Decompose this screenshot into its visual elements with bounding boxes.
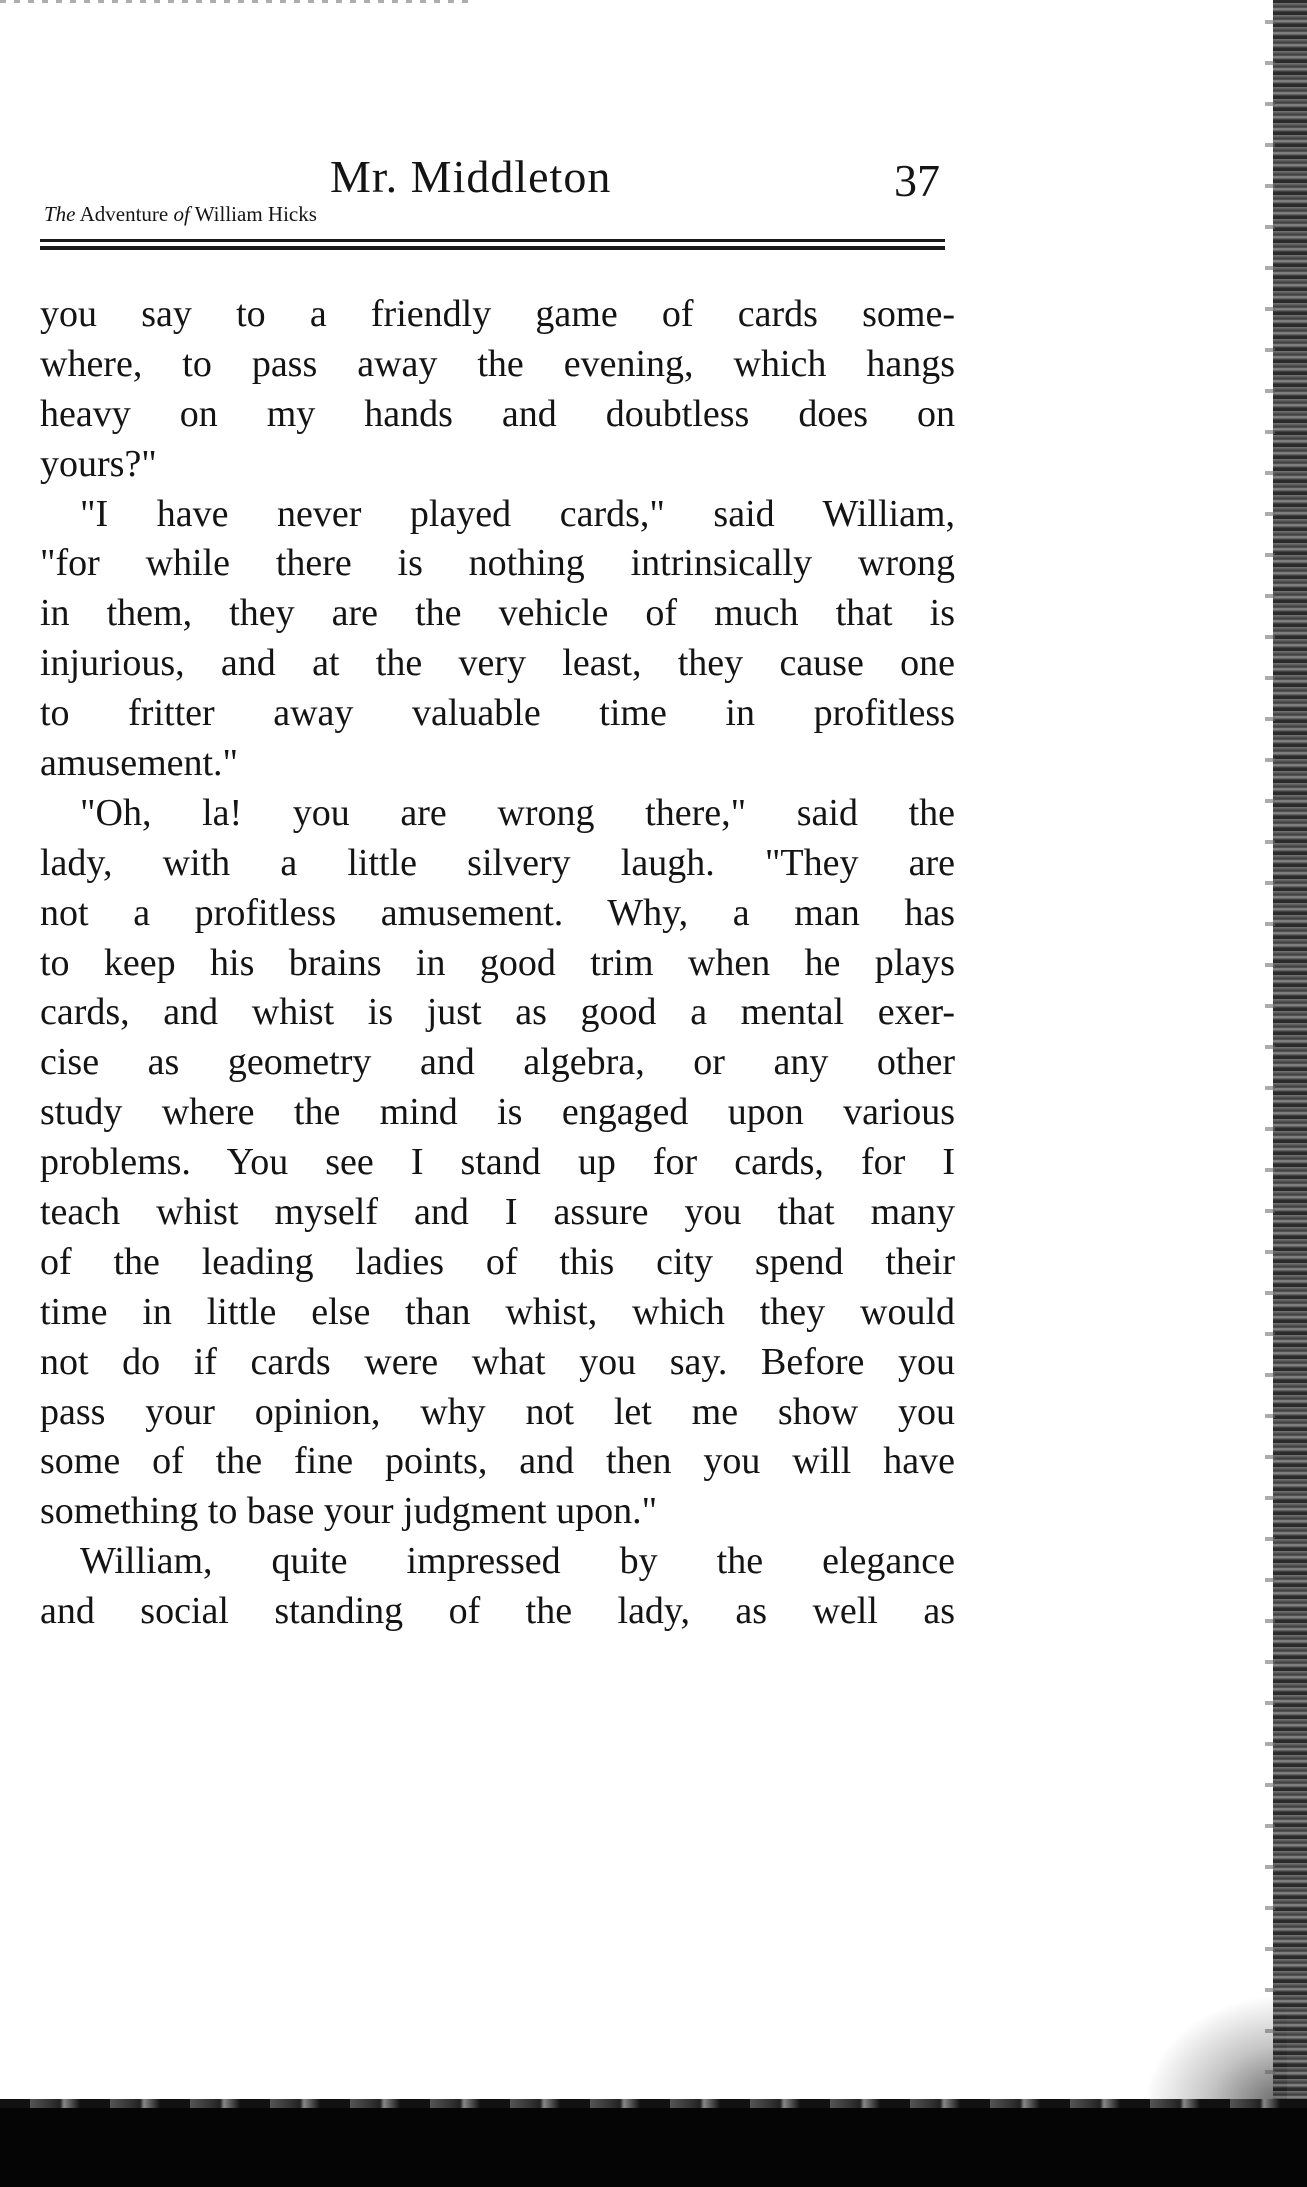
scan-page-edge-right: [1273, 0, 1307, 2110]
text-line: injurious, and at the very least, they cause one: [40, 642, 955, 685]
text-line: amusement.": [40, 742, 239, 785]
subtitle-of: of: [173, 202, 190, 226]
text-line: "Oh, la! you are wrong there," said the: [80, 791, 955, 834]
text-line: to fritter away valuable time in profitless: [40, 692, 955, 735]
page-header: [40, 140, 945, 260]
subtitle-name: William Hicks: [194, 202, 317, 226]
text-line: some of the fine points, and then you will have: [40, 1440, 955, 1483]
body-text: [40, 290, 955, 1637]
text-line: teach whist myself and I assure you that many: [40, 1191, 955, 1234]
header-rule-thick: [40, 246, 945, 250]
running-title: Mr. Middleton: [330, 151, 612, 202]
text-line: pass your opinion, why not let me show you: [40, 1390, 955, 1433]
text-line: problems. You see I stand up for cards, for I: [40, 1141, 955, 1184]
text-line: something to base your judgment upon.": [40, 1490, 658, 1533]
text-line: "for while there is nothing intrinsically wrong: [40, 542, 955, 585]
running-subtitle: [44, 202, 317, 227]
text-line: in them, they are the vehicle of much that is: [40, 592, 955, 635]
text-line: lady, with a little silvery laugh. "They are: [40, 841, 955, 884]
text-line: you say to a friendly game of cards some-: [40, 293, 955, 335]
text-line: where, to pass away the evening, which hangs: [40, 342, 955, 385]
text-line: not a profitless amusement. Why, a man has: [40, 891, 955, 934]
text-line: to keep his brains in good trim when he plays: [40, 941, 955, 984]
text-line: heavy on my hands and doubtless does on: [40, 392, 955, 435]
text-line: time in little else than whist, which they would: [40, 1290, 955, 1333]
page-top-edge: [0, 0, 470, 3]
text-line: "I have never played cards," said William,: [80, 492, 955, 535]
text-line: of the leading ladies of this city spend their: [40, 1240, 955, 1283]
subtitle-the: The: [44, 202, 76, 226]
text-line: not do if cards were what you say. Before you: [40, 1340, 955, 1383]
text-line: William, quite impressed by the elegance: [80, 1540, 955, 1583]
scan-page-edge-bottom: [0, 2107, 1307, 2187]
text-line: cise as geometry and algebra, or any other: [40, 1041, 955, 1084]
header-rule-thin: [40, 239, 945, 242]
text-line: study where the mind is engaged upon various: [40, 1091, 955, 1134]
page-number: 37: [894, 155, 940, 206]
text-line: cards, and whist is just as good a mental exer-: [40, 991, 955, 1034]
text-line: and social standing of the lady, as well as: [40, 1590, 955, 1633]
subtitle-adventure: Adventure: [79, 202, 169, 226]
text-line: yours?": [40, 442, 157, 485]
